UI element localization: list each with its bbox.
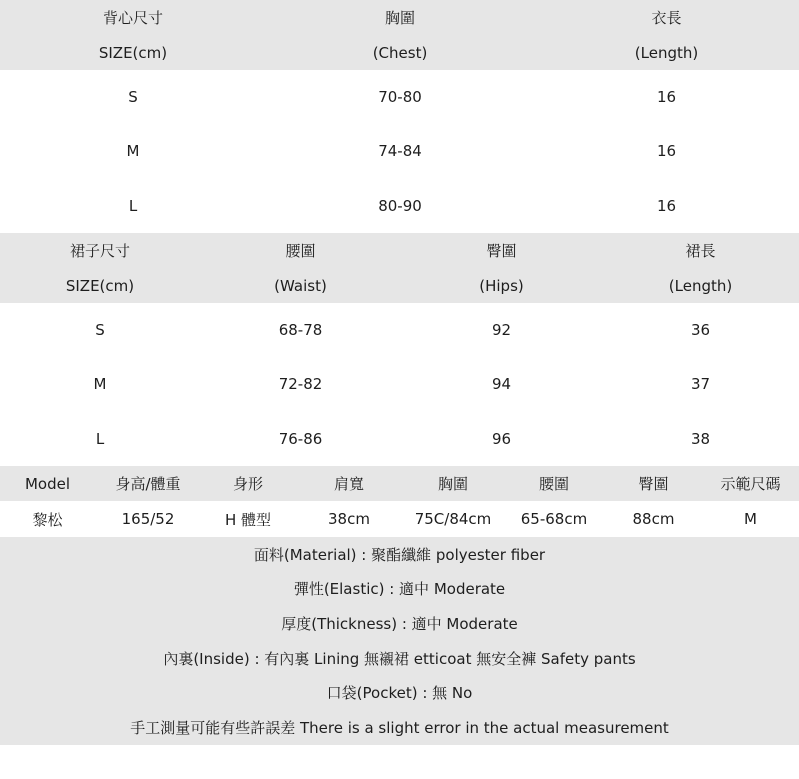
vest-chest-cell: 74-84: [378, 142, 422, 161]
vest-chest-cell: 80-90: [378, 196, 422, 215]
skirt-waist-cell: 68-78: [278, 321, 323, 340]
model-table-body: [0, 501, 799, 537]
model-header-body-shape: 身形: [232, 475, 263, 493]
model-waist-cell: 65-68cm: [520, 510, 588, 528]
vest-size-cell: L: [128, 196, 138, 215]
vest-header-size-zh: 背心尺寸: [102, 9, 163, 27]
vest-size-cell: S: [128, 88, 138, 107]
skirt-length-cell: 37: [690, 375, 711, 394]
skirt-header-waist-en: (Waist): [274, 276, 327, 295]
model-header-shoulder: 肩寬: [333, 475, 364, 493]
skirt-table-body: [0, 303, 799, 466]
vest-header-row-en: [0, 35, 799, 70]
table-row: [0, 124, 799, 178]
skirt-size-cell: L: [95, 429, 105, 448]
vest-table-header: [0, 0, 799, 70]
vest-header-chest-zh: 胸圍: [384, 9, 415, 27]
pocket-note: 口袋(Pocket) : 無 No: [326, 684, 473, 703]
skirt-length-cell: 38: [690, 429, 711, 448]
vest-header-chest-en: (Chest): [372, 43, 428, 62]
skirt-length-cell: 36: [690, 321, 711, 340]
vest-size-cell: M: [126, 142, 140, 161]
skirt-waist-cell: 72-82: [278, 375, 323, 394]
skirt-header-length-zh: 裙長: [685, 242, 716, 260]
inside-note: 內裏(Inside) : 有內裏 Lining 無襯裙 etticoat 無安全褲 Safety pants: [163, 649, 636, 668]
skirt-table-header: [0, 233, 799, 303]
model-header-chest: 胸圍: [437, 475, 468, 493]
skirt-header-hips-en: (Hips): [479, 276, 524, 295]
model-size-cell: M: [744, 510, 757, 528]
model-shoulder-cell: 38cm: [328, 510, 370, 528]
table-row: [0, 70, 799, 124]
vest-chest-cell: 70-80: [378, 88, 422, 107]
model-name-cell: 黎松: [32, 510, 63, 529]
skirt-waist-cell: 76-86: [278, 429, 323, 448]
model-table-header: [0, 466, 799, 501]
skirt-hips-cell: 94: [491, 375, 512, 394]
vest-length-cell: 16: [656, 88, 677, 107]
model-header-hips: 臀圍: [638, 475, 669, 493]
material-note: 面料(Material) : 聚酯纖維 polyester fiber: [253, 545, 546, 564]
model-header-waist: 腰圍: [538, 475, 569, 493]
skirt-header-row-zh: [0, 233, 799, 268]
table-row: [0, 357, 799, 411]
measurement-error-note: 手工測量可能有些許誤差 There is a slight error in the actual measurement: [130, 718, 669, 737]
table-row: [0, 303, 799, 357]
skirt-header-hips-zh: 臀圍: [486, 242, 517, 260]
model-header-height-weight: 身高/體重: [115, 475, 181, 493]
skirt-hips-cell: 92: [491, 321, 512, 340]
skirt-header-length-en: (Length): [668, 276, 733, 295]
vest-header-length-zh: 衣長: [651, 9, 682, 27]
model-body-shape-cell: H 體型: [224, 510, 272, 529]
model-header-row: [0, 466, 799, 501]
model-chest-cell: 75C/84cm: [414, 510, 492, 528]
table-row: [0, 412, 799, 466]
skirt-size-cell: S: [95, 321, 105, 340]
model-header-size: 示範尺碼: [720, 475, 781, 493]
model-hips-cell: 88cm: [632, 510, 675, 528]
model-header-model: Model: [24, 474, 71, 493]
model-height-weight-cell: 165/52: [121, 510, 175, 528]
vest-header-length-en: (Length): [634, 43, 699, 62]
vest-header-row-zh: [0, 0, 799, 35]
skirt-header-waist-zh: 腰圍: [285, 242, 316, 260]
vest-length-cell: 16: [656, 196, 677, 215]
vest-header-size-en: SIZE(cm): [98, 43, 168, 62]
table-row: [0, 179, 799, 233]
table-row: [0, 501, 799, 537]
elastic-note: 彈性(Elastic) : 適中 Moderate: [293, 580, 506, 599]
skirt-header-size-en: SIZE(cm): [65, 276, 135, 295]
skirt-hips-cell: 96: [491, 429, 512, 448]
skirt-header-size-zh: 裙子尺寸: [69, 242, 130, 260]
vest-length-cell: 16: [656, 142, 677, 161]
skirt-header-row-en: [0, 268, 799, 303]
fabric-notes: [0, 537, 799, 745]
skirt-size-cell: M: [93, 375, 107, 394]
vest-table-body: [0, 70, 799, 233]
thickness-note: 厚度(Thickness) : 適中 Moderate: [281, 614, 518, 633]
